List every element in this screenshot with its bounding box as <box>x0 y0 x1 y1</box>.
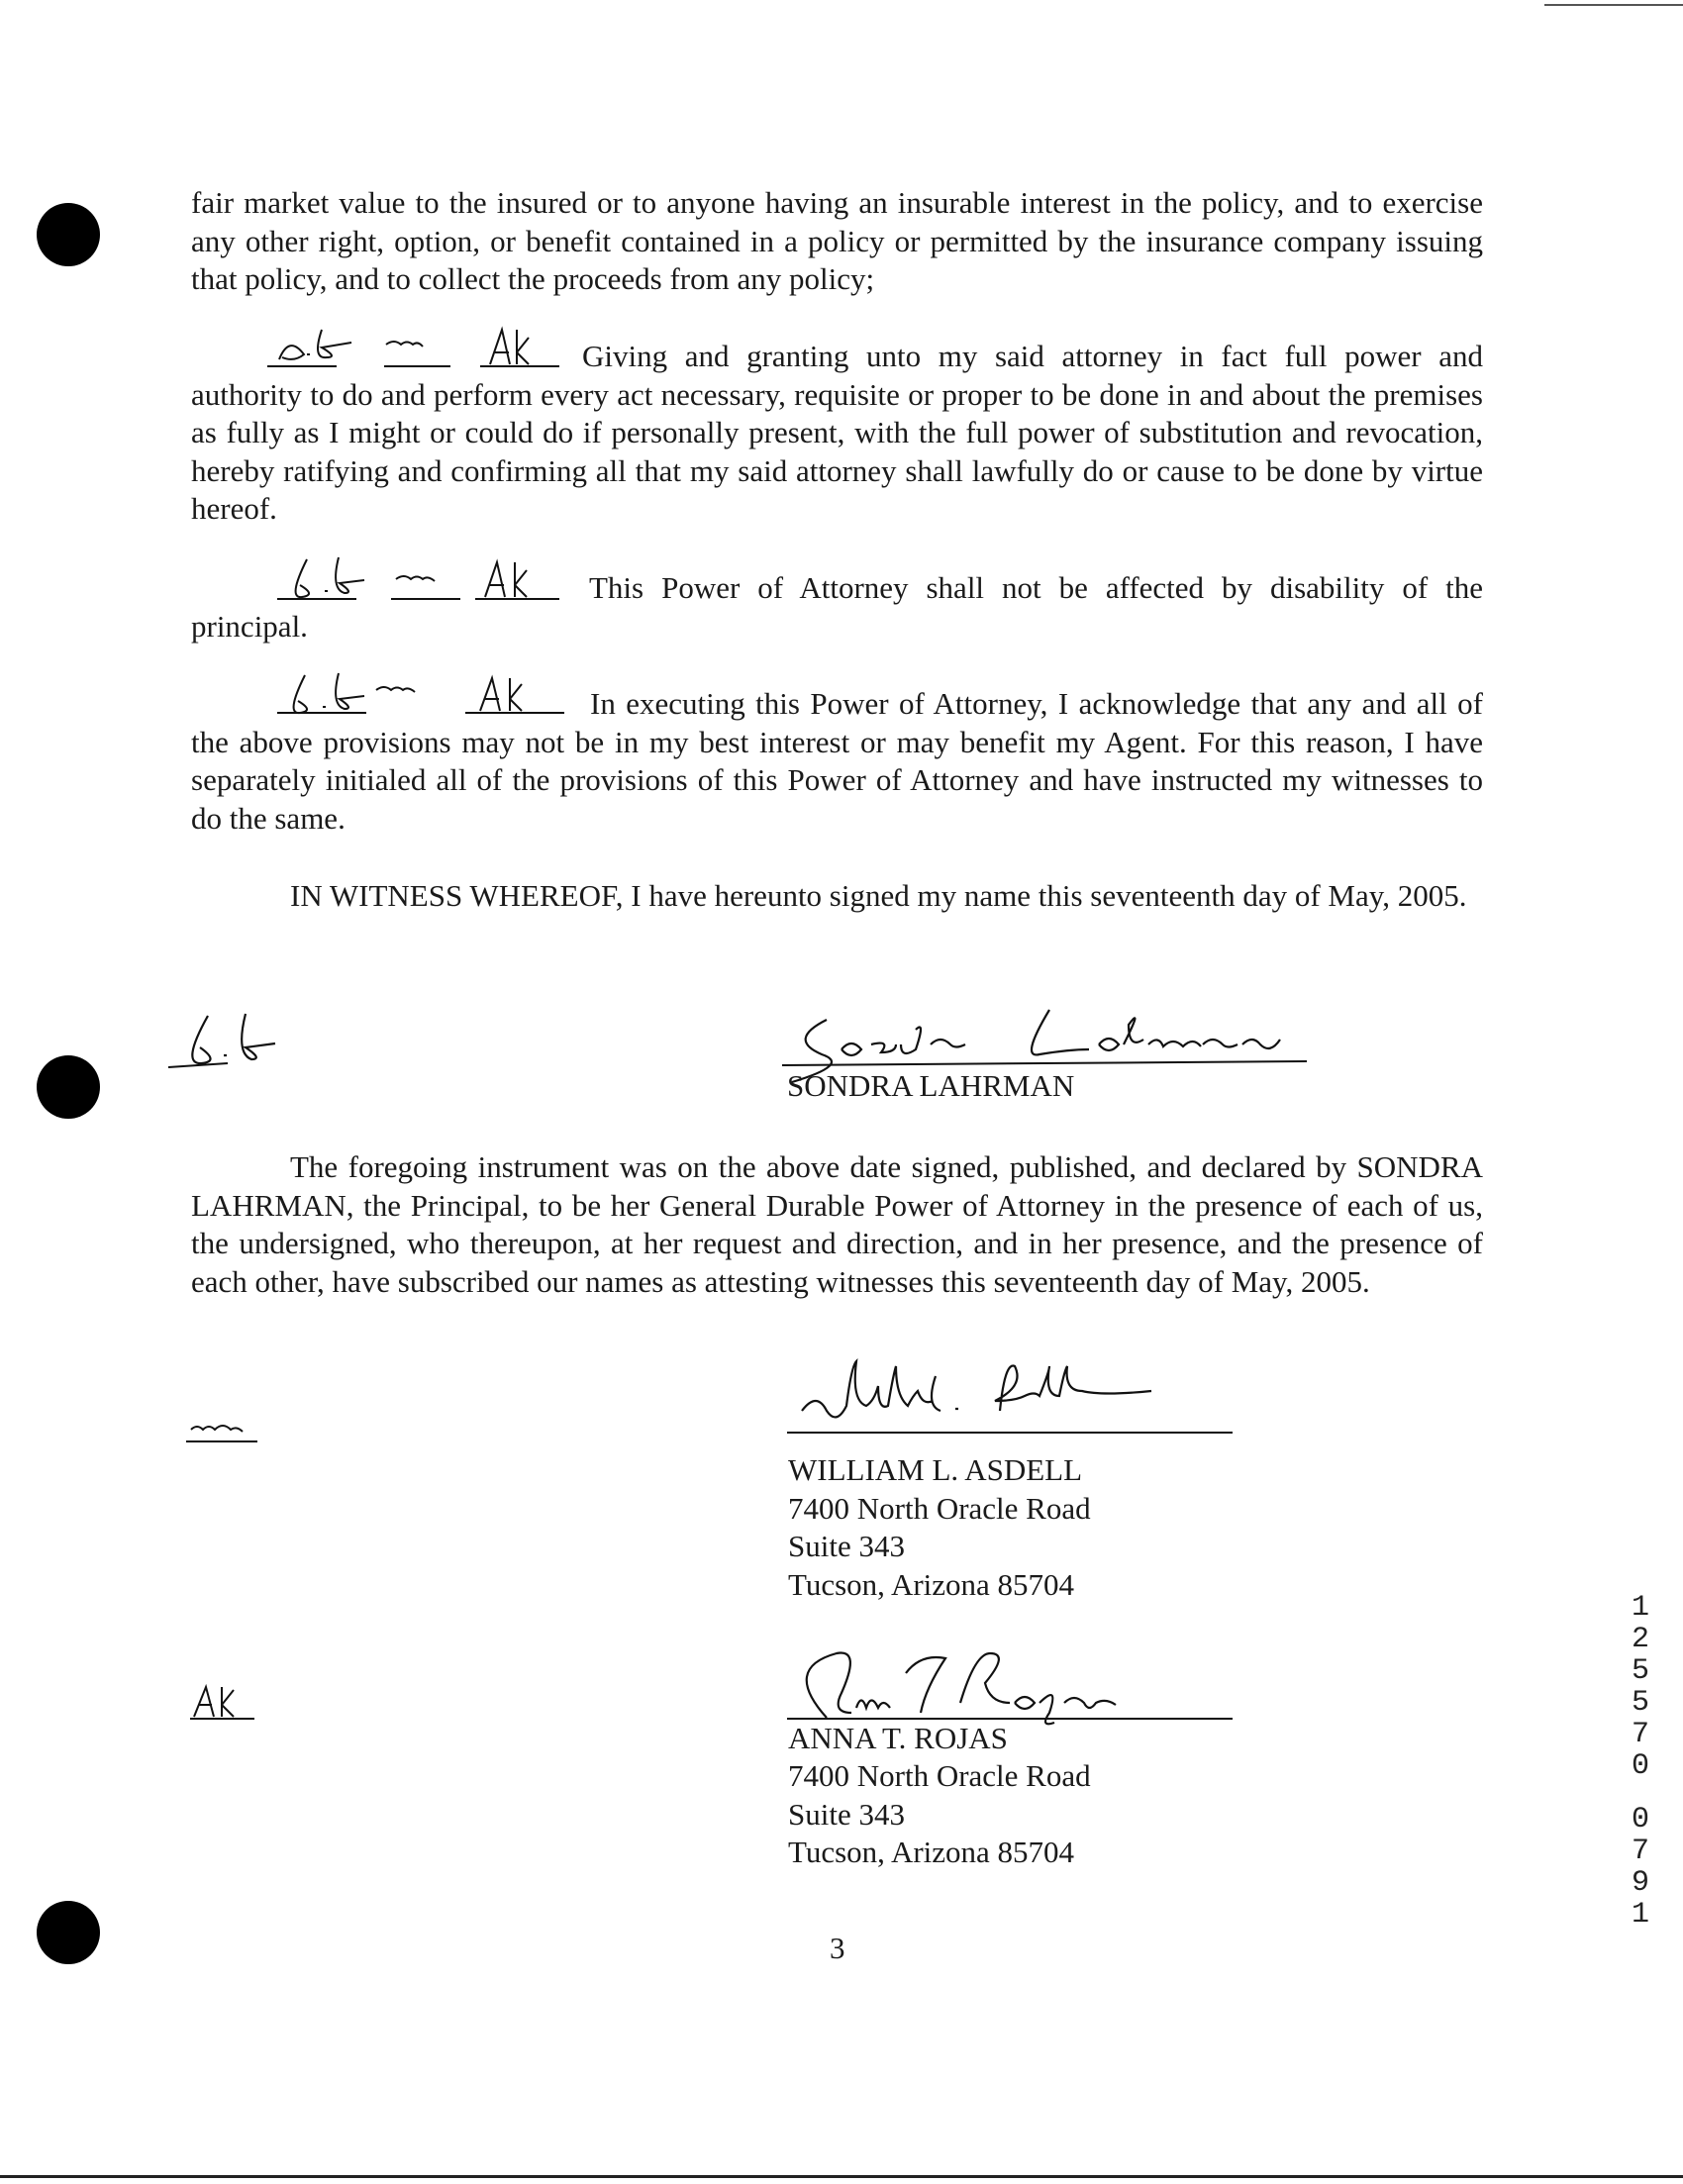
bates-stamp <box>1624 1592 1657 1931</box>
witness1-address-line2: Suite 343 <box>788 1529 905 1563</box>
initials-signature-group <box>277 549 574 609</box>
bates-digit: 0 <box>1631 1749 1649 1783</box>
initials-mark <box>190 1683 269 1723</box>
witness2-address-line3: Tucson, Arizona 85704 <box>788 1835 1075 1869</box>
paragraph-attestation: The foregoing instrument was on the above date signed, published, and declared by SONDRA LAHRMAN, the Principal, to be her General Durable Power of Attorney in the presence of each of us, the undersigned, who thereupon, at her request and direction, and in her presence, and the presence of each other, have subscribed our names as attesting witnesses this seventeenth day of May, 2005. <box>191 1149 1483 1299</box>
paragraph-insurance-proceeds: fair market value to the insured or to anyone having an insurable interest in the policy, and to exercise any other right, option, or benefit contained in a policy or permitted by the insurance company issuing that policy, and to collect the proceeds from any policy; <box>191 185 1483 296</box>
bates-digit: 7 <box>1631 1718 1649 1751</box>
witness2-name: ANNA T. ROJAS <box>788 1721 1008 1755</box>
bates-digit: 1 <box>1631 1898 1649 1932</box>
bates-digit: 7 <box>1631 1835 1649 1868</box>
witness2-address-line2: Suite 343 <box>788 1797 905 1832</box>
bates-digit: 1 <box>1631 1591 1649 1625</box>
initials-row <box>267 315 564 364</box>
paragraph-acknowledgement: In executing this Power of Attorney, I acknowledge that any and all of the above provisions may not be in my best interest or may benefit my Agent. For this reason, I have separately initialed all of the provisions of this Power of Attorney and have instructed my witnesses to do the same. <box>191 686 1483 836</box>
witness1-name: WILLIAM L. ASDELL <box>788 1452 1083 1487</box>
witness1-address-line3: Tucson, Arizona 85704 <box>788 1567 1075 1602</box>
scan-edge-line <box>0 2175 1683 2178</box>
witness2-address-line1: 7400 North Oracle Road <box>788 1758 1091 1793</box>
initials-mark <box>186 1408 265 1447</box>
signature-mark <box>787 1351 1242 1440</box>
initials-row <box>277 665 574 715</box>
bates-digit <box>1624 1782 1657 1804</box>
witness1-signature <box>787 1351 1242 1444</box>
paragraph-full-power: Giving and granting unto my said attorney in fact full power and authority to do and perform every act necessary, requisite or proper to be done in and about the premises as fully as I might or could do if personally present, with the full power of substitution and revocation, hereby ratifying and confirming all that my said attorney shall lawfully do or cause to be done by virtue hereof. <box>191 339 1483 526</box>
punch-hole <box>37 203 100 266</box>
witness2-initials <box>190 1683 269 1727</box>
bates-digit: 2 <box>1631 1623 1649 1656</box>
principal-name: SONDRA LAHRMAN <box>787 1068 1075 1103</box>
punch-hole <box>37 1055 100 1119</box>
initials-signature-group <box>267 315 564 374</box>
bates-digits <box>1624 1592 1657 1931</box>
initials-row <box>277 549 574 599</box>
initials-mark <box>168 1008 287 1077</box>
bates-digit: 9 <box>1631 1866 1649 1900</box>
page-number: 3 <box>830 1931 845 1965</box>
signature-mark <box>787 1634 1242 1733</box>
principal-initials <box>168 1008 287 1081</box>
punch-hole <box>37 1901 100 1964</box>
initials-signature-group <box>277 665 574 725</box>
witness1-address-line1: 7400 North Oracle Road <box>788 1491 1091 1526</box>
witness1-initials <box>186 1408 265 1451</box>
paragraph-in-witness: IN WITNESS WHEREOF, I have hereunto signed my name this seventeenth day of May, 2005. <box>290 878 1467 913</box>
scan-edge-line <box>1544 4 1683 6</box>
bates-digit: 5 <box>1631 1654 1649 1688</box>
bates-digit: 5 <box>1631 1686 1649 1720</box>
bates-digit: 0 <box>1631 1803 1649 1837</box>
paragraph-disability: This Power of Attorney shall not be affected by disability of the principal. <box>191 570 1483 644</box>
